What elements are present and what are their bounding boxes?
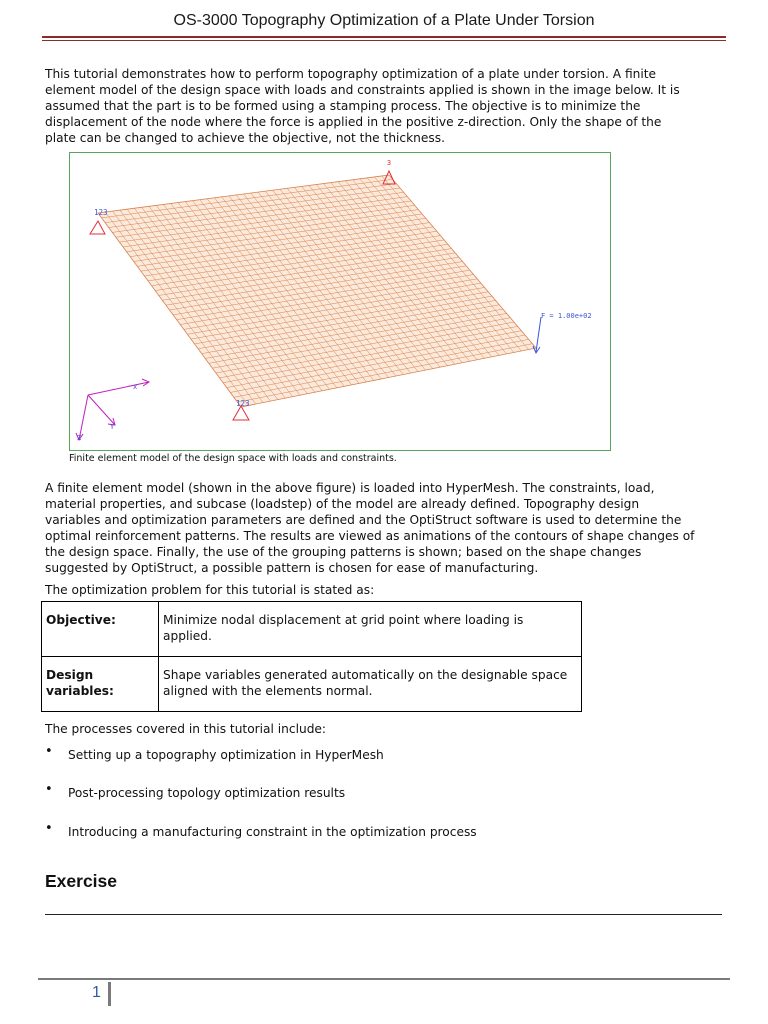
page-number: 1: [92, 984, 101, 1001]
table-value-cell: [159, 602, 582, 657]
list-item-text: Setting up a topography optimization in HyperMesh: [68, 748, 384, 762]
axis-z-label: Z: [77, 434, 82, 442]
table-key-cell: [42, 657, 159, 712]
body-line: optimal reinforcement patterns. The results are viewed as animations of the contours of shape changes of: [45, 529, 695, 543]
body-line: the design space. Finally, the use of the grouping patterns is shown; based on the shape changes: [45, 545, 642, 559]
force-arrow: [536, 317, 541, 352]
list-item-text: Introducing a manufacturing constraint in the optimization process: [68, 825, 477, 839]
list-item-text: Post-processing topology optimization results: [68, 786, 346, 800]
table-value-cell: [159, 657, 582, 712]
bottom-constraint-label: 123: [236, 399, 250, 408]
body-line: A finite element model (shown in the above figure) is loaded into HyperMesh. The constraints, load,: [45, 481, 655, 495]
axis-x-label: x: [133, 383, 138, 391]
fe-model-figure: [69, 152, 611, 451]
bullet-icon: •: [45, 744, 53, 759]
bullet-icon: •: [45, 782, 53, 797]
header-rule-thin: [42, 40, 726, 41]
table-value: applied.: [163, 629, 212, 643]
left-constraint-marker: [90, 221, 105, 234]
intro-paragraph: [45, 66, 725, 146]
exercise-rule: [45, 914, 722, 915]
problem-intro: The optimization problem for this tutorial is stated as:: [45, 583, 375, 597]
exercise-heading: Exercise: [45, 871, 118, 891]
table-value: Minimize nodal displacement at grid point where loading is: [163, 613, 524, 627]
intro-line: This tutorial demonstrates how to perform topography optimization of a plate under torsion. A finite: [45, 67, 657, 81]
header-rule: [42, 36, 726, 38]
page-number-bar: [108, 982, 111, 1006]
force-label: F = 1.00e+02: [541, 312, 592, 320]
bottom-constraint-marker: [233, 406, 249, 420]
body-paragraph: [45, 480, 725, 576]
table-row: [42, 602, 582, 657]
table-value: Shape variables generated automatically on the designable space: [163, 668, 568, 682]
table-row: [42, 657, 582, 712]
table-value: aligned with the elements normal.: [163, 684, 373, 698]
table-key-cell: [42, 602, 159, 657]
figure-caption: Finite element model of the design space with loads and constraints.: [69, 453, 397, 464]
fe-model-drawing: [70, 153, 610, 450]
body-line: suggested by OptiStruct, a possible pattern is chosen for ease of manufacturing.: [45, 561, 539, 575]
optimization-problem-table: [41, 601, 582, 712]
processes-intro: The processes covered in this tutorial include:: [45, 722, 327, 736]
body-line: variables and optimization parameters are defined and the OptiStruct software is used to determine the: [45, 513, 682, 527]
table-key: Design: [46, 668, 94, 682]
top-constraint-label: 3: [386, 159, 392, 167]
plate-mesh: [98, 175, 536, 407]
page-header-title: OS-3000 Topography Optimization of a Plate Under Torsion: [173, 12, 595, 29]
intro-line: displacement of the node where the force is applied in the positive z-direction. Only the shape of the: [45, 115, 662, 129]
left-constraint-label: 123: [94, 208, 108, 217]
body-line: material properties, and subcase (loadstep) of the model are already defined. Topography design: [45, 497, 640, 511]
bullet-icon: •: [45, 821, 53, 836]
table-key: Objective:: [46, 613, 116, 627]
footer-rule: [38, 978, 730, 980]
intro-line: element model of the design space with loads and constraints applied is shown in the image below. It is: [45, 83, 680, 97]
intro-line: plate can be changed to achieve the objective, not the thickness.: [45, 131, 445, 145]
axis-y-label: Y: [110, 423, 115, 431]
table-key: variables:: [46, 684, 114, 698]
intro-line: assumed that the part is to be formed using a stamping process. The objective is to minimize the: [45, 99, 641, 113]
